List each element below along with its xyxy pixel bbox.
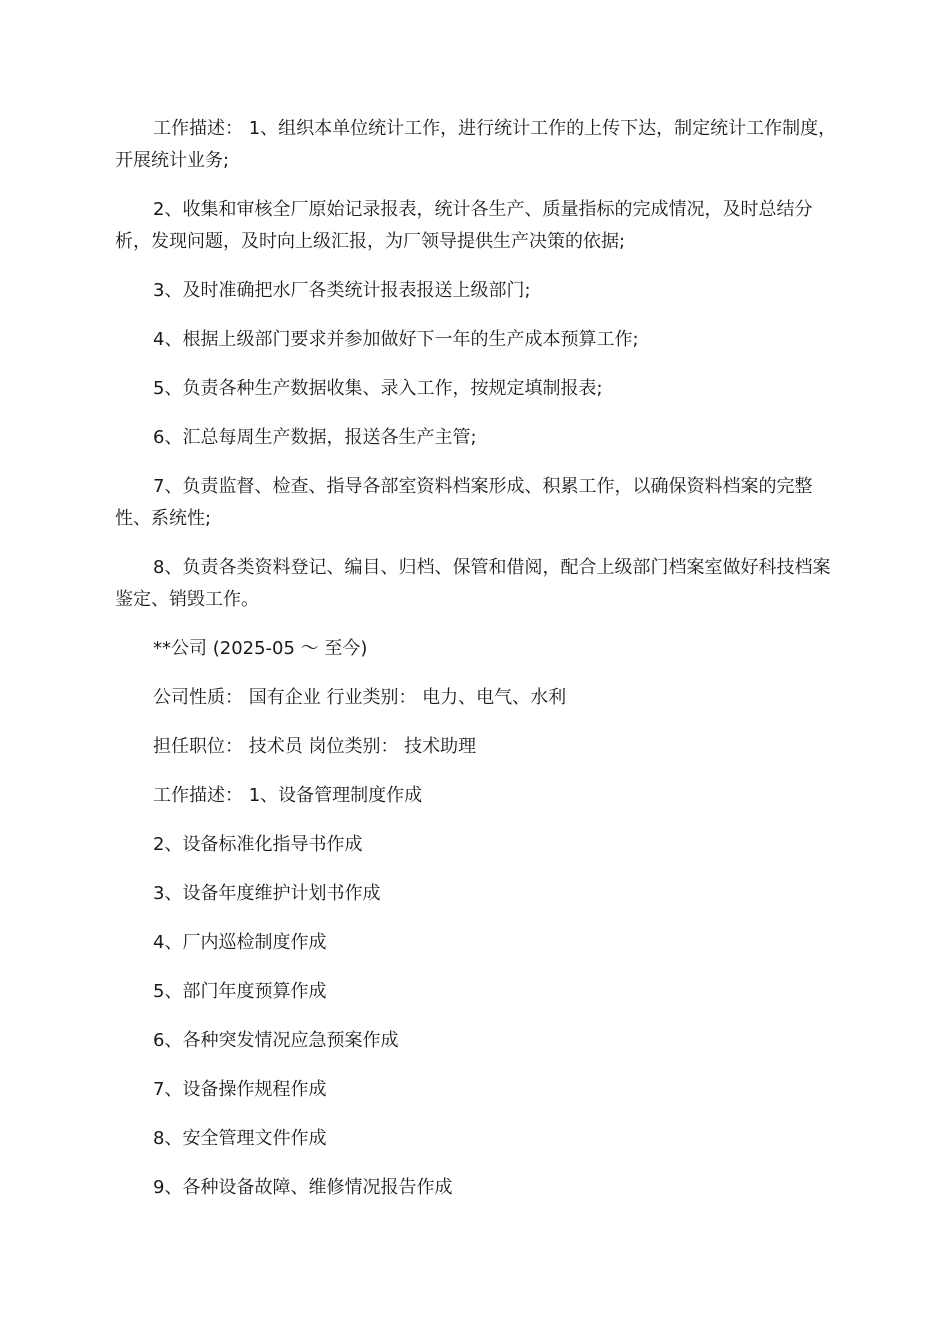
duty-item-6: 6、汇总每周生产数据，报送各生产主管;: [153, 427, 477, 448]
duty-item-7: 7、负责监督、检查、指导各部室资料档案形成、积累工作，以确保资料档案的完整性、系统性;: [115, 476, 813, 529]
task-item-8: 8、安全管理文件作成: [153, 1128, 327, 1149]
duty-item-4: 4、根据上级部门要求并参加做好下一年的生产成本预算工作;: [153, 329, 639, 350]
company-nature: 公司性质： 国有企业 行业类别： 电力、电气、水利: [153, 687, 567, 708]
task-item-2: 2、设备标准化指导书作成: [153, 834, 363, 855]
task-item-4: 4、厂内巡检制度作成: [153, 932, 327, 953]
duty-item-5: 5、负责各种生产数据收集、录入工作，按规定填制报表;: [153, 378, 603, 399]
task-item-5: 5、部门年度预算作成: [153, 981, 327, 1002]
task-item-3: 3、设备年度维护计划书作成: [153, 883, 381, 904]
company-heading: **公司 (2025-05 ～ 至今): [153, 638, 368, 659]
duty-item-8: 8、负责各类资料登记、编目、归档、保管和借阅，配合上级部门档案室做好科技档案鉴定、销毁工作。: [115, 557, 831, 610]
resume-content: [115, 113, 840, 1221]
task-item-9: 9、各种设备故障、维修情况报告作成: [153, 1177, 453, 1198]
task-item-7: 7、设备操作规程作成: [153, 1079, 327, 1100]
duty-item-3: 3、及时准确把水厂各类统计报表报送上级部门;: [153, 280, 531, 301]
job-description-2: 工作描述： 1、设备管理制度作成: [153, 785, 423, 806]
duty-item-2: 2、收集和审核全厂原始记录报表，统计各生产、质量指标的完成情况，及时总结分析，发现问题，及时向上级汇报，为厂领导提供生产决策的依据;: [115, 199, 813, 252]
task-item-6: 6、各种突发情况应急预案作成: [153, 1030, 399, 1051]
job-position: 担任职位： 技术员 岗位类别： 技术助理: [153, 736, 477, 757]
job-description-1: 工作描述： 1、组织本单位统计工作，进行统计工作的上传下达，制定统计工作制度，开展统计业务;: [115, 118, 837, 171]
